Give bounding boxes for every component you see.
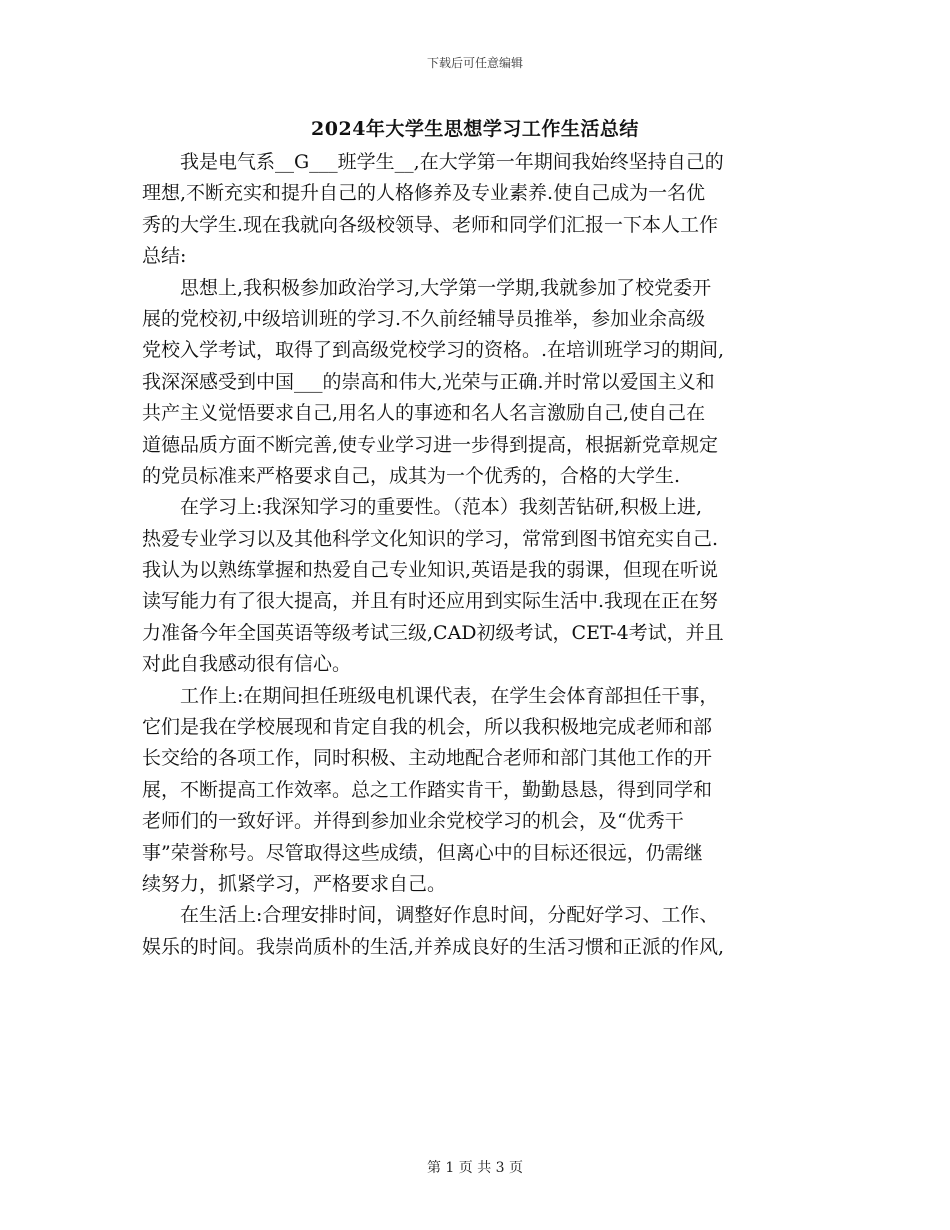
- text-line: 热爱专业学习以及其他科学文化知识的学习，常常到图书馆充实自己.: [142, 527, 719, 550]
- page-footer: 第 1 页 共 3 页: [426, 1160, 524, 1176]
- text-line: 娱乐的时间。我崇尚质朴的生活,并养成良好的生活习惯和正派的作风,: [142, 935, 725, 958]
- text-line: 对此自我感动很有信心。: [142, 653, 352, 676]
- text-line: 它们是我在学校展现和肯定自我的机会，所以我积极地完成老师和部: [142, 716, 713, 739]
- text-line: 共产主义觉悟要求自己,用名人的事迹和名人名言激励自己,使自己在: [142, 402, 706, 425]
- text-line: 展的党校初,中级培训班的学习.不久前经辅导员推举，参加业余高级: [142, 307, 706, 330]
- text-line: 道德品质方面不断完善,使专业学习进一步得到提高，根据新党章规定: [142, 433, 719, 456]
- text-line: 长交给的各项工作，同时积极、主动地配合老师和部门其他工作的开: [142, 747, 713, 770]
- document-body: [142, 147, 810, 963]
- text-line: 我是电气系__G___班学生__,在大学第一年期间我始终坚持自己的: [142, 151, 724, 173]
- text-line: 我深深感受到中国___的崇高和伟大,光荣与正确.并时常以爱国主义和: [142, 370, 715, 393]
- text-line: 在生活上:合理安排时间，调整好作息时间，分配好学习、工作、: [142, 904, 719, 927]
- page-header: 下载后可任意编辑: [426, 56, 523, 70]
- text-line: 理想,不断充实和提升自己的人格修养及专业素养.使自己成为一名优: [142, 182, 706, 205]
- text-line: 党校入学考试，取得了到高级党校学习的资格。.在培训班学习的期间,: [142, 339, 725, 362]
- text-line: 思想上,我积极参加政治学习,大学第一学期,我就参加了校党委开: [142, 276, 712, 299]
- text-line: 我认为以熟练掌握和热爱自己专业知识,英语是我的弱课，但现在听说: [142, 559, 719, 582]
- text-line: 的党员标准来严格要求自己，成其为一个优秀的，合格的大学生.: [142, 464, 681, 487]
- text-line: 总结:: [142, 245, 187, 268]
- text-line: 工作上:在期间担任班级电机课代表，在学生会体育部担任干事，: [142, 684, 719, 707]
- document-title: 2024年大学生思想学习工作生活总结: [311, 118, 639, 140]
- text-line: 老师们的一致好评。并得到参加业余党校学习的机会，及“优秀干: [142, 810, 684, 833]
- text-line: 续努力，抓紧学习，严格要求自己。: [142, 872, 447, 895]
- text-line: 力准备今年全国英语等级考试三级,CAD初级考试，CET-4考试，并且: [142, 621, 724, 644]
- text-line: 读写能力有了很大提高，并且有时还应用到实际生活中.我现在正在努: [142, 590, 719, 613]
- text-line: 在学习上:我深知学习的重要性。（范本）我刻苦钻研,积极上进,: [142, 496, 702, 519]
- text-line: 展，不断提高工作效率。总之工作踏实肯干，勤勤恳恳，得到同学和: [142, 778, 713, 801]
- text-line: 事”荣誉称号。尽管取得这些成绩，但离心中的目标还很远，仍需继: [142, 841, 703, 864]
- text-line: 秀的大学生.现在我就向各级校领导、老师和同学们汇报一下本人工作: [142, 213, 719, 236]
